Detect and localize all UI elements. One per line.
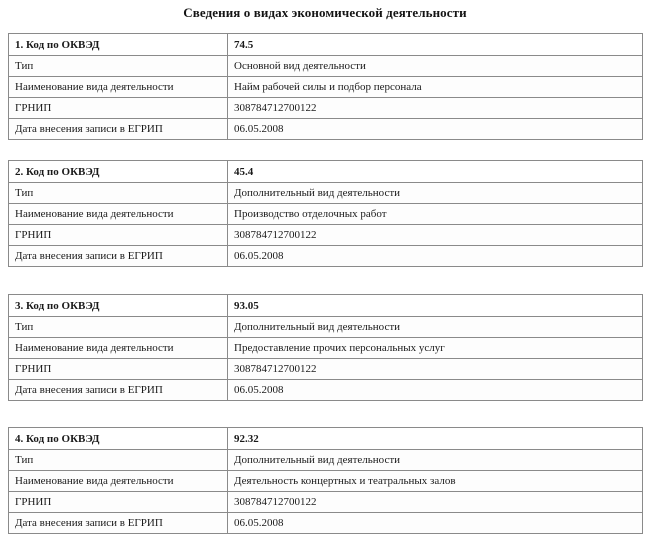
okved-date-value: 06.05.2008 <box>228 513 643 534</box>
okved-name-label: Наименование вида деятельности <box>9 204 228 225</box>
table-spacer <box>8 401 642 427</box>
okved-name-value: Найм рабочей силы и подбор персонала <box>228 77 643 98</box>
table-row <box>9 246 643 267</box>
okved-grnip-label: ГРНИП <box>9 359 228 380</box>
okved-date-label: Дата внесения записи в ЕГРИП <box>9 380 228 401</box>
table-row <box>9 77 643 98</box>
page-title: Сведения о видах экономической деятельности <box>183 5 467 20</box>
okved-date-label: Дата внесения записи в ЕГРИП <box>9 246 228 267</box>
table-spacer <box>8 140 642 160</box>
okved-type-label: Тип <box>9 317 228 338</box>
okved-name-label: Наименование вида деятельности <box>9 338 228 359</box>
okved-type-label: Тип <box>9 56 228 77</box>
table-row <box>9 317 643 338</box>
okved-type-value: Дополнительный вид деятельности <box>228 317 643 338</box>
okved-grnip-value: 308784712700122 <box>228 98 643 119</box>
okved-name-value: Предоставление прочих персональных услуг <box>228 338 643 359</box>
table-row <box>9 183 643 204</box>
okved-code-value: 74.5 <box>228 34 643 56</box>
okved-type-label: Тип <box>9 183 228 204</box>
okved-code-label: 1. Код по ОКВЭД <box>9 34 228 56</box>
okved-date-label: Дата внесения записи в ЕГРИП <box>9 513 228 534</box>
okved-grnip-value: 308784712700122 <box>228 225 643 246</box>
okved-code-value: 93.05 <box>228 295 643 317</box>
okved-date-value: 06.05.2008 <box>228 119 643 140</box>
okved-grnip-value: 308784712700122 <box>228 492 643 513</box>
table-row <box>9 295 643 317</box>
okved-type-label: Тип <box>9 450 228 471</box>
okved-grnip-label: ГРНИП <box>9 98 228 119</box>
okved-code-label: 2. Код по ОКВЭД <box>9 161 228 183</box>
table-row <box>9 98 643 119</box>
okved-name-value: Производство отделочных работ <box>228 204 643 225</box>
table-row <box>9 225 643 246</box>
okved-name-label: Наименование вида деятельности <box>9 77 228 98</box>
table-row <box>9 119 643 140</box>
okved-code-value: 45.4 <box>228 161 643 183</box>
table-row <box>9 513 643 534</box>
okved-type-value: Дополнительный вид деятельности <box>228 450 643 471</box>
okved-date-value: 06.05.2008 <box>228 380 643 401</box>
okved-code-label: 3. Код по ОКВЭД <box>9 295 228 317</box>
okved-code-value: 92.32 <box>228 428 643 450</box>
okved-entries-list <box>0 33 650 534</box>
table-row <box>9 338 643 359</box>
table-spacer <box>8 267 642 294</box>
okved-type-value: Дополнительный вид деятельности <box>228 183 643 204</box>
okved-name-value: Деятельность концертных и театральных залов <box>228 471 643 492</box>
okved-date-label: Дата внесения записи в ЕГРИП <box>9 119 228 140</box>
okved-type-value: Основной вид деятельности <box>228 56 643 77</box>
okved-grnip-label: ГРНИП <box>9 225 228 246</box>
okved-grnip-value: 308784712700122 <box>228 359 643 380</box>
table-row <box>9 471 643 492</box>
table-row <box>9 492 643 513</box>
table-row <box>9 161 643 183</box>
okved-grnip-label: ГРНИП <box>9 492 228 513</box>
okved-entry-table-2 <box>8 160 643 267</box>
table-row <box>9 380 643 401</box>
table-row <box>9 359 643 380</box>
table-row <box>9 450 643 471</box>
table-row <box>9 204 643 225</box>
okved-name-label: Наименование вида деятельности <box>9 471 228 492</box>
table-row <box>9 428 643 450</box>
table-row <box>9 56 643 77</box>
okved-date-value: 06.05.2008 <box>228 246 643 267</box>
okved-entry-table-1 <box>8 33 643 140</box>
okved-entry-table-3 <box>8 294 643 401</box>
table-row <box>9 34 643 56</box>
okved-code-label: 4. Код по ОКВЭД <box>9 428 228 450</box>
